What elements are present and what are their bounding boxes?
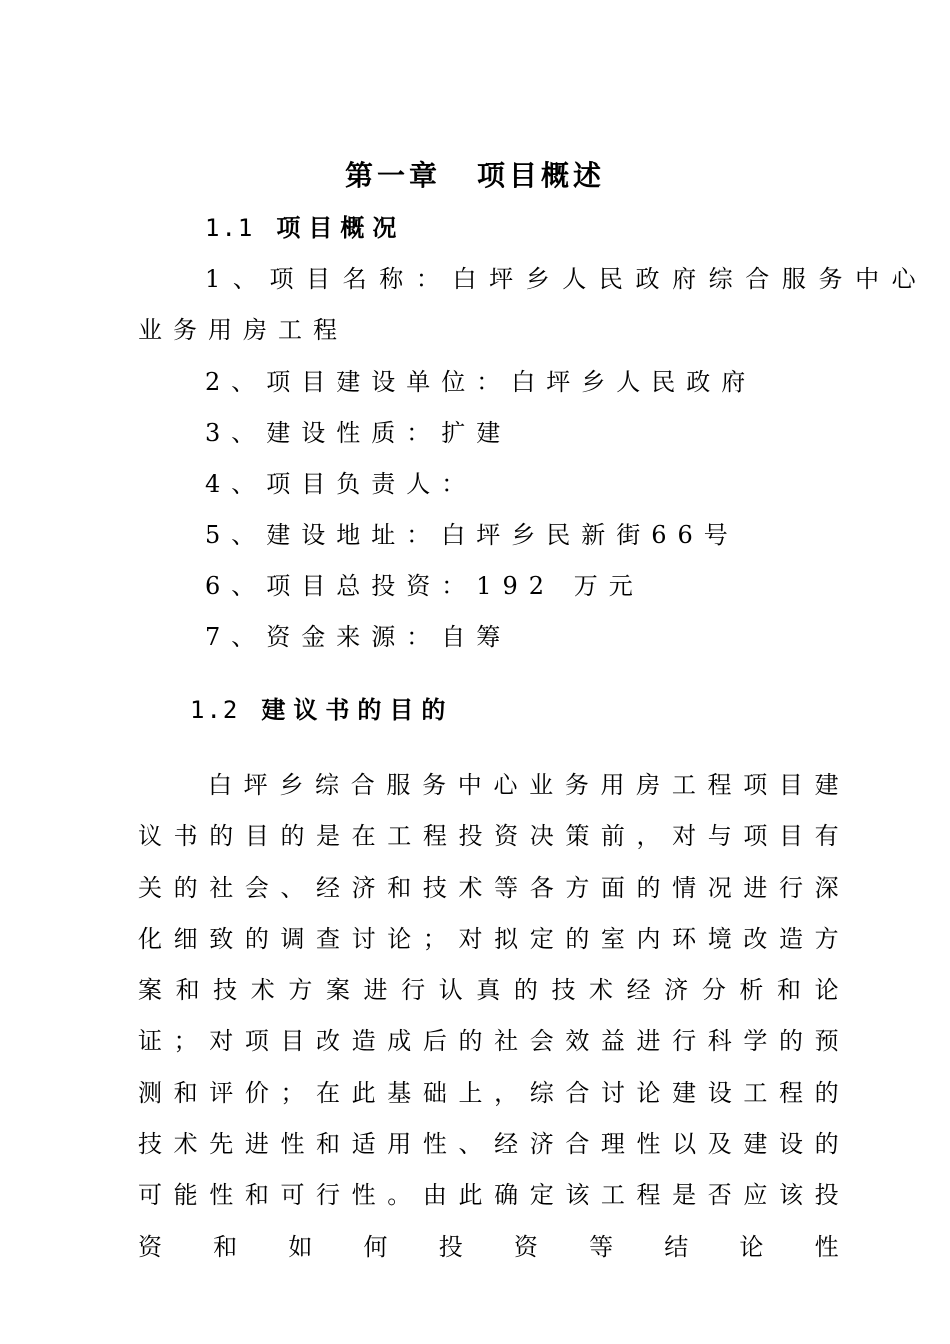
chapter-name: 项目概述 xyxy=(477,159,606,192)
section-title: 建议书的目的 xyxy=(261,696,454,724)
section-heading-1-1 xyxy=(205,210,404,246)
section-title: 项目概况 xyxy=(276,214,405,242)
item-project-leader: 4、项目负责人： xyxy=(205,470,477,498)
section-number: 1.1 xyxy=(205,214,255,242)
section-number: 1.2 xyxy=(190,696,240,724)
item-construction-nature: 3、建设性质：扩建 xyxy=(205,419,512,447)
purpose-paragraph xyxy=(138,760,850,1273)
section-heading-1-2 xyxy=(190,692,453,728)
item-fund-source: 7、资金来源：自筹 xyxy=(205,623,512,651)
item-project-name-cont: 业务用房工程 xyxy=(138,316,348,344)
item-total-investment: 6、项目总投资：192 万元 xyxy=(205,572,644,600)
item-construction-address: 5、建设地址：白坪乡民新街66号 xyxy=(205,521,739,549)
purpose-text: 白坪乡综合服务中心业务用房工程项目建议书的目的是在工程投资决策前，对与项目有关的社会、经济和技术等各方面的情况进行深化细致的调查讨论；对拟定的室内环境改造方案和技术方案进行认真的技术经济分析和论证；对项目改造成后的社会效益进行科学的预测和评价；在此基础上，综合讨论建设工程的技术先进性和适用性、经济合理性以及建设的可能性和可行性。由此确定该工程是否应该投资和如何投资等结论性 xyxy=(138,771,850,1261)
chapter-number: 第一章 xyxy=(344,159,441,192)
item-construction-unit: 2、项目建设单位：白坪乡人民政府 xyxy=(205,368,757,396)
item-project-name: 1、项目名称：白坪乡人民政府综合服务中心 xyxy=(205,265,929,293)
chapter-title xyxy=(0,156,950,196)
